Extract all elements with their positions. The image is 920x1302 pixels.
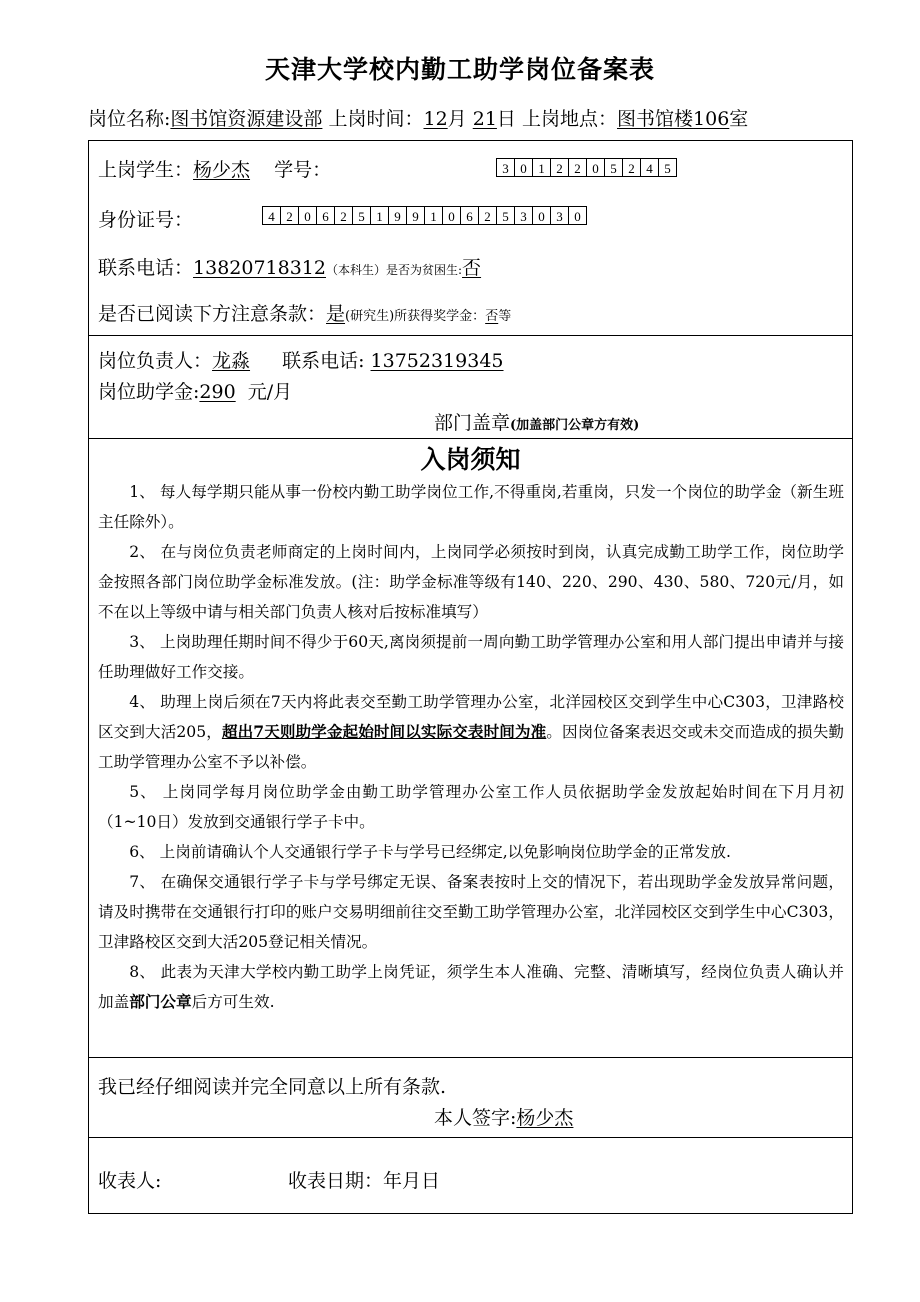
student-id-digit: 3 — [497, 158, 515, 177]
student-id-digit: 5 — [659, 158, 677, 177]
start-day-value: 21 — [472, 108, 497, 130]
aid-unit: 元/月 — [247, 381, 293, 403]
agreement-text: 我已经仔细阅读并完全同意以上所有条款. — [98, 1076, 447, 1098]
scholarship-suffix: 等 — [498, 309, 512, 324]
notice-item-8 — [98, 957, 844, 1017]
notice-item-8-emphasis: 部门公章 — [129, 992, 192, 1011]
idcard-digit: 0 — [443, 206, 461, 225]
place-suffix: 室 — [729, 108, 749, 130]
receiver-label: 收表人: — [98, 1170, 162, 1192]
place-label: 上岗地点： — [521, 108, 617, 130]
student-id-boxes — [496, 158, 677, 177]
student-name-row — [98, 155, 331, 182]
phone-row — [98, 253, 481, 280]
student-id-digit: 0 — [515, 158, 533, 177]
divider — [89, 335, 852, 336]
day-unit: 日 — [496, 108, 516, 130]
divider — [89, 1057, 852, 1058]
student-phone-label: 联系电话： — [98, 257, 194, 279]
idcard-digit: 2 — [335, 206, 353, 225]
student-id-label: 学号： — [274, 159, 332, 181]
post-name-label: 岗位名称: — [88, 108, 171, 130]
idcard-digit: 6 — [461, 206, 479, 225]
notice-title: 入岗须知 — [420, 445, 521, 474]
idcard-digit: 0 — [569, 206, 587, 225]
student-id-digit: 1 — [533, 158, 551, 177]
notice-list — [98, 477, 844, 1017]
student-name-label: 上岗学生： — [98, 159, 194, 181]
notice-item-4-emphasis: 超出7天则助学金起始时间以实际交表时间为准 — [221, 722, 547, 741]
idcard-digit: 5 — [497, 206, 515, 225]
idcard-digit: 0 — [533, 206, 551, 225]
idcard-digit: 2 — [281, 206, 299, 225]
stamp-label: 部门盖章 — [434, 412, 511, 434]
read-row — [98, 299, 511, 326]
idcard-digit: 0 — [299, 206, 317, 225]
notice-item-4-tail: 。因岗位备案表迟交或未交而造成的损失勤工助学管理办公室不予以补偿。 — [98, 723, 844, 771]
scholarship-answer: 否 — [485, 309, 499, 324]
aid-value: 290 — [199, 381, 236, 403]
signature-label: 本人签字: — [434, 1107, 517, 1129]
undergrad-note: （本科生）是否为贫困生: — [326, 263, 463, 277]
grad-note: (研究生)所获得奖学金： — [345, 309, 486, 324]
student-id-digit: 5 — [605, 158, 623, 177]
notice-item-5: 5、 上岗同学每月岗位助学金由勤工助学管理办公室工作人员依据助学金发放起始时间在下月月初（1~10日）发放到交通银行学子卡中。 — [98, 783, 844, 831]
student-id-digit: 2 — [569, 158, 587, 177]
supervisor-label: 岗位负责人： — [98, 350, 213, 372]
post-name-value: 图书馆资源建设部 — [170, 108, 323, 130]
idcard-digit: 4 — [263, 206, 281, 225]
place-building-value: 图书馆楼 — [617, 108, 694, 130]
idcard-digit: 3 — [515, 206, 533, 225]
form-table — [88, 140, 853, 1214]
idcard-digit: 1 — [371, 206, 389, 225]
idcard-label: 身份证号： — [98, 209, 194, 231]
aid-row — [98, 377, 292, 404]
stamp-row — [434, 408, 639, 435]
notice-item-4 — [98, 687, 844, 777]
notice-item-6: 6、 上岗前请确认个人交通银行学子卡与学号已经绑定,以免影响岗位助学金的正常发放. — [129, 843, 731, 861]
signature-name: 杨少杰 — [516, 1107, 574, 1129]
student-id-digit: 4 — [641, 158, 659, 177]
notice-item-7: 7、 在确保交通银行学子卡与学号绑定无误、备案表按时上交的情况下，若出现助学金发放异常问题，请及时携带在交通银行打印的账户交易明细前往交至勤工助学管理办公室，北洋园校区交到学生中心C303，卫津路校区交到大活205登记相关情况。 — [98, 873, 844, 951]
place-room-value: 106 — [693, 108, 730, 130]
idcard-digit: 3 — [551, 206, 569, 225]
receipt-date-label: 收表日期：年月日 — [288, 1170, 441, 1192]
supervisor-phone-value: 13752319345 — [370, 350, 504, 372]
divider — [89, 438, 852, 439]
student-id-digit: 2 — [551, 158, 569, 177]
idcard-digit: 5 — [353, 206, 371, 225]
idcard-digit: 1 — [425, 206, 443, 225]
supervisor-row — [98, 346, 504, 373]
supervisor-name: 龙淼 — [212, 350, 251, 372]
student-id-digit: 0 — [587, 158, 605, 177]
notice-item-2: 2、 在与岗位负责老师商定的上岗时间内，上岗同学必须按时到岗，认真完成勤工助学工作，岗位助学金按照各部门岗位助学金标准发放。(注：助学金标准等级有140、220、290、430、580、720元/月，如不在以上等级中请与相关部门负责人核对后按标准填写） — [98, 543, 844, 621]
read-label: 是否已阅读下方注意条款： — [98, 303, 327, 325]
read-answer: 是 — [326, 303, 346, 325]
student-id-digit: 2 — [623, 158, 641, 177]
idcard-boxes — [262, 206, 587, 225]
month-unit: 月 — [447, 108, 467, 130]
idcard-digit: 2 — [479, 206, 497, 225]
notice-item-8-text: 8、 此表为天津大学校内勤工助学上岗凭证，须学生本人准确、完整、清晰填写，经岗位负责人确认并加盖 — [98, 963, 844, 1011]
student-name-value: 杨少杰 — [193, 159, 251, 181]
form-title: 天津大学校内勤工助学岗位备案表 — [264, 55, 655, 84]
notice-item-8-tail: 后方可生效. — [191, 993, 275, 1011]
aid-label: 岗位助学金: — [98, 381, 200, 403]
signature-row — [434, 1103, 573, 1130]
idcard-digit: 9 — [389, 206, 407, 225]
poor-answer: 否 — [462, 257, 482, 279]
post-info-line — [88, 104, 748, 131]
notice-item-3: 3、 上岗助理任期时间不得少于60天,离岗须提前一周向勤工助学管理办公室和用人部门提出申请并与接任助理做好工作交接。 — [98, 633, 844, 681]
notice-item-4-text: 4、 助理上岗后须在7天内将此表交至勤工助学管理办公室，北洋园校区交到学生中心C303，卫津路校区交到大活205， — [98, 693, 844, 741]
student-phone-value: 13820718312 — [193, 257, 326, 279]
supervisor-phone-label: 联系电话: — [282, 350, 365, 372]
notice-item-1: 1、 每人每学期只能从事一份校内勤工助学岗位工作,不得重岗,若重岗，只发一个岗位的助学金（新生班主任除外）。 — [98, 483, 844, 531]
idcard-digit: 6 — [317, 206, 335, 225]
divider — [89, 1137, 852, 1138]
start-month-value: 12 — [423, 108, 448, 130]
stamp-note: (加盖部门公章方有效) — [510, 418, 640, 433]
start-time-label: 上岗时间： — [328, 108, 424, 130]
idcard-digit: 9 — [407, 206, 425, 225]
